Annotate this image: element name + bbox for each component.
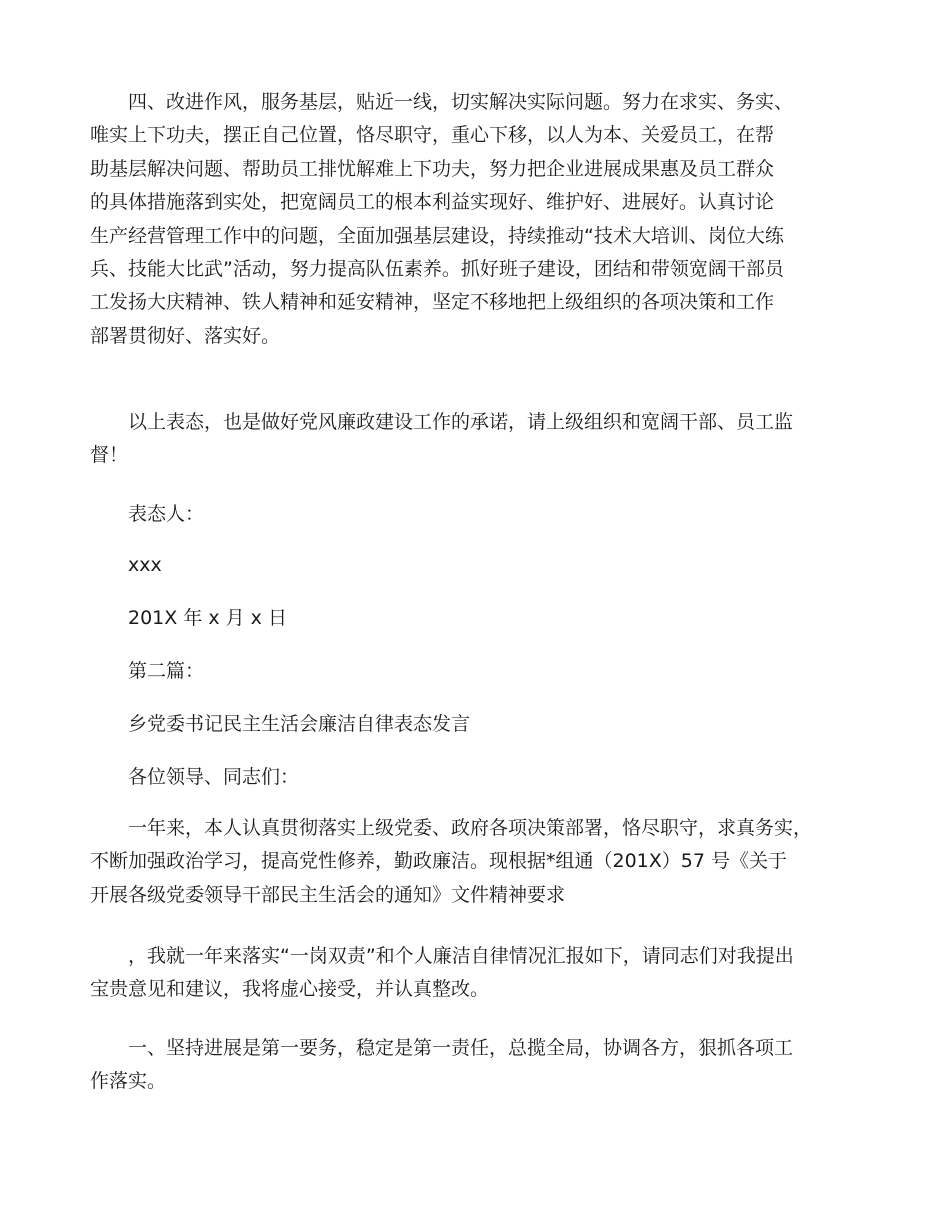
paragraph-report: [90, 940, 865, 1007]
text-line: ，我就一年来落实“一岗双责”和个人廉洁自律情况汇报如下，请同志们对我提出: [128, 945, 794, 967]
text-line: 兵、技能大比武”活动，努力提高队伍素养。抓好班子建设，团结和带领宽阔干部员: [90, 258, 784, 281]
text-line: 作落实。: [90, 1070, 167, 1093]
text-line: 工发扬大庆精神、铁人精神和延安精神，坚定不移地把上级组织的各项决策和工作: [90, 291, 775, 314]
text-line: 不断加强政治学习，提高党性修养，勤政廉洁。现根据*组通（201X）57 号《关于: [90, 850, 787, 873]
text-line: 开展各级党委领导干部民主生活会的通知》文件精神要求: [90, 883, 566, 906]
text-line: 一、坚持进展是第一要务，稳定是第一责任，总揽全局，协调各方，狠抓各项工: [128, 1037, 794, 1059]
signer-label: 表态人：: [128, 503, 205, 525]
text-line: 部署贯彻好、落实好。: [90, 324, 281, 347]
text-line: 的具体措施落到实处，把宽阔员工的根本利益实现好、维护好、进展好。认真讨论: [90, 191, 775, 214]
text-line: 督！: [90, 444, 129, 467]
paragraph-commitment: [90, 406, 865, 473]
paragraph-point-one: [90, 1032, 865, 1099]
text-line: 以上表态，也是做好党风廉政建设工作的承诺，请上级组织和宽阔干部、员工监: [128, 411, 794, 433]
salutation: 各位领导、同志们：: [128, 766, 300, 788]
signer-name: xxx: [128, 554, 162, 576]
text-line: 助基层解决问题、帮助员工排忧解难上下功夫，努力把企业进展成果惠及员工群众: [90, 157, 775, 180]
section-label: 第二篇：: [128, 660, 205, 682]
paragraph-improve-style: [90, 86, 865, 353]
text-line: 一年来，本人认真贯彻落实上级党委、政府各项决策部署，恪尽职守，求真务实，: [128, 817, 813, 839]
text-line: 宝贵意见和建议，我将虚心接受，并认真整改。: [90, 978, 490, 1001]
text-line: 四、改进作风，服务基层，贴近一线，切实解决实际问题。努力在求实、务实、: [128, 91, 794, 113]
text-line: 生产经营管理工作中的问题，全面加强基层建设，持续推动“技术大培训、岗位大练: [90, 224, 784, 247]
statement-date: 201X 年 x 月 x 日: [128, 607, 287, 629]
section-title: 乡党委书记民主生活会廉洁自律表态发言: [128, 713, 471, 735]
text-line: 唯实上下功夫，摆正自己位置，恪尽职守，重心下移，以人为本、关爱员工，在帮: [90, 124, 775, 147]
paragraph-year-review: [90, 812, 865, 912]
